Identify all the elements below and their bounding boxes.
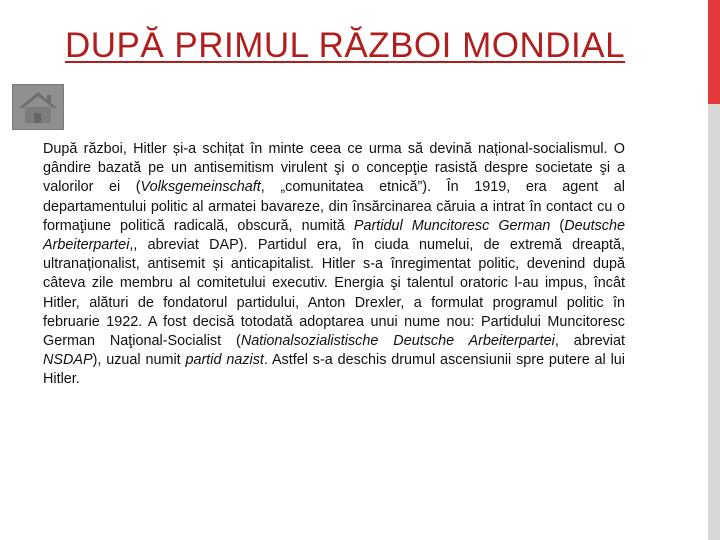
italic-term: NSDAP	[43, 352, 93, 369]
home-button[interactable]	[12, 84, 64, 130]
italic-term: Nationalsozialistische Deutsche Arbeiterpartei	[240, 333, 555, 350]
accent-bar	[708, 0, 720, 104]
side-bar	[708, 104, 720, 540]
text-run: (	[550, 217, 565, 234]
italic-term: Volksgemeinschaft	[140, 179, 261, 196]
italic-term: Partidul Muncitoresc German	[353, 217, 551, 234]
slide-title: DUPĂ PRIMUL RĂZBOI MONDIAL	[64, 26, 626, 65]
text-run: . Astfel s-a deschis drumul ascensiunii spre putere al lui Hitler.	[43, 352, 625, 388]
italic-term: Deutsche Arbeiterpartei	[43, 217, 625, 254]
body-paragraph	[43, 140, 625, 390]
italic-term: partid nazist	[185, 352, 264, 369]
home-icon	[12, 84, 64, 130]
text-run: , abreviat	[554, 333, 626, 350]
text-run: ), uzual numit	[92, 352, 186, 369]
text-run: ,, abreviat DAP). Partidul era, în ciuda numelui, de extremă dreaptă, ultranaționalist, antisemit și anticapitalist. Hitler s-a înregimentat politic, devenind după câteva zile membru al comitetului executiv. Energia şi talentul oratoric l-au impus, încât Hitler, alături de fondatorul partidului, Anton Drexler, a formulat programul politic în februarie 1922. A fost decisă totodată adoptarea unui nume nou: Partidului Muncitoresc German Naţional-Socialist (	[43, 237, 625, 350]
text-run: După război, Hitler și-a schițat în minte ceea ce urma să devină național-socialismul. O gândire bazată pe un antisemitism virulent şi o concepţie rasistă despre societate şi a valorilor ei (	[43, 141, 625, 196]
text-run: , „comunitatea etnică”). În 1919, era agent al departamentului politic al armatei bavareze, din însărcinarea căruia a intrat în contact cu o formaţiune politică radicală, obscură, numită	[43, 179, 625, 234]
